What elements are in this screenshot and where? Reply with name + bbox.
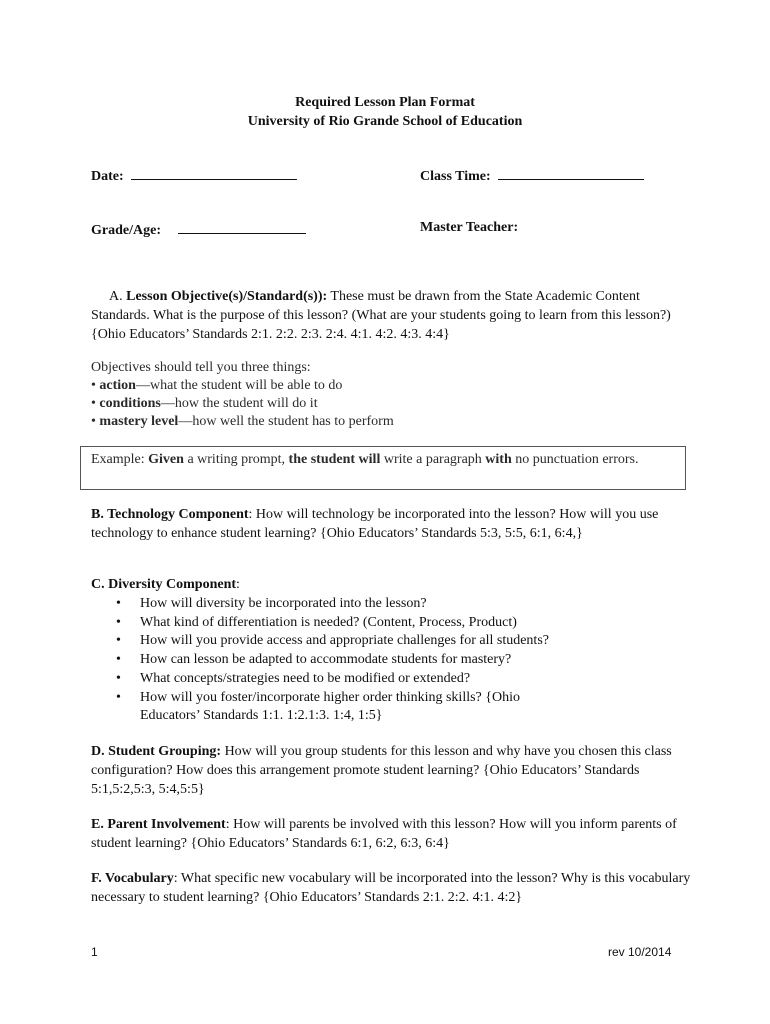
list-item: [112, 614, 692, 633]
list-item: [112, 632, 692, 651]
objective-desc: —how the student will do it: [160, 396, 318, 411]
list-item-text: How will diversity be incorporated into the lesson?: [140, 596, 427, 611]
example-prefix: Example:: [91, 452, 149, 467]
list-item-text: How can lesson be adapted to accommodate students for mastery?: [140, 652, 512, 668]
date-blank[interactable]: [131, 166, 297, 180]
list-item-text: How will you foster/incorporate higher order thinking skills? {Ohio Educators’ Standards 1:1. 1:2.1:3. 1:4, 1:5}: [140, 689, 520, 724]
section-a: A. Lesson Objective(s)/Standard(s)): These must be drawn from the State Academic Content Standards. What is the purpose of this lesson? (What are your students going to learn from this lesson?) {Ohio Educators’ Standards 2:1. 2:2. 2:3. 2:4. 4:1. 4:2. 4:3. 4:4}: [91, 289, 671, 342]
section-e-heading: E. Parent Involvement: [91, 817, 226, 832]
page-number: 1: [91, 945, 98, 959]
class-time-field: [420, 166, 644, 185]
objective-desc: —what the student will be able to do: [135, 378, 343, 393]
section-d-heading: D. Student Grouping:: [91, 744, 222, 759]
objective-desc: —how well the student has to perform: [178, 414, 394, 429]
objective-item-action: • action—what the student will be able to do: [91, 378, 343, 393]
date-field: [91, 166, 297, 185]
list-item: [112, 689, 692, 726]
section-b-body: : How will technology be incorporated into the lesson? How will you use technology to enhance student learning? {Ohio Educators’ Standards 5:3, 5:5, 6:1, 6:4,}: [91, 507, 659, 541]
section-e: [91, 815, 691, 853]
objectives-intro: Objectives should tell you three things:: [91, 360, 311, 375]
document-title: Required Lesson Plan Format: [295, 95, 475, 110]
example-student: the student will: [288, 452, 381, 467]
grade-age-field: [91, 220, 306, 239]
objective-item-conditions: • conditions—how the student will do it: [91, 396, 318, 411]
section-c-heading-line: [91, 577, 240, 593]
example-part: no punctuation errors.: [511, 452, 639, 467]
objective-term: conditions: [99, 396, 161, 411]
section-e-body: : How will parents be involved with this lesson? How will you inform parents of student learning? {Ohio Educators’ Standards 6:1, 6:2, 6:3, 6:4}: [91, 817, 677, 851]
bullet-icon: •: [116, 596, 121, 611]
bullet-icon: •: [116, 670, 121, 686]
section-f-body: : What specific new vocabulary will be incorporated into the lesson? Why is this vocabulary necessary to student learning? {Ohio Educators’ Standards 2:1. 2:2. 4:1. 4:2}: [91, 871, 691, 905]
objective-item-mastery: • mastery level—how well the student has to perform: [91, 414, 394, 429]
section-f: [91, 869, 691, 907]
bullet-icon: •: [116, 652, 121, 668]
example-given: Given: [148, 452, 184, 467]
list-item-text: What kind of differentiation is needed? (Content, Process, Product): [140, 614, 517, 630]
section-f-heading: F. Vocabulary: [91, 871, 174, 886]
grade-age-blank[interactable]: [178, 220, 306, 234]
section-d-body: How will you group students for this lesson and why have you chosen this class configuration? How does this arrangement promote student learning? {Ohio Educators’ Standards 5:1,5:2,5:3, 5:4,5:5}: [91, 744, 672, 797]
section-a-letter: A: [109, 289, 120, 304]
example-part: a writing prompt,: [183, 452, 289, 467]
section-c-heading: C. Diversity Component: [91, 577, 237, 592]
document-subtitle: University of Rio Grande School of Education: [247, 114, 523, 129]
list-item: [112, 670, 692, 689]
example-text: [91, 450, 651, 469]
grade-age-label: Grade/Age:: [91, 223, 161, 238]
revision-date: rev 10/2014: [608, 945, 672, 959]
objective-term: mastery level: [99, 414, 179, 429]
list-item-text: How will you provide access and appropriate challenges for all students?: [140, 633, 549, 649]
example-part: write a paragraph: [380, 452, 486, 467]
class-time-blank[interactable]: [498, 166, 644, 180]
section-a-heading: Lesson Objective(s)/Standard(s)):: [126, 289, 328, 304]
objective-term: action: [99, 378, 136, 393]
list-item: [112, 651, 692, 670]
bullet-icon: •: [116, 614, 121, 630]
section-d: [91, 742, 691, 799]
diversity-list: [112, 595, 692, 726]
bullet-icon: •: [116, 633, 121, 649]
example-with: with: [485, 452, 512, 467]
section-c-colon: :: [236, 577, 240, 592]
master-teacher-label: Master Teacher:: [420, 220, 519, 235]
class-time-label: Class Time:: [420, 169, 491, 184]
date-label: Date:: [91, 169, 124, 184]
list-item-text: What concepts/strategies need to be modified or extended?: [140, 670, 471, 686]
bullet-icon: •: [116, 689, 121, 705]
section-b: [91, 505, 691, 543]
section-a-body: These must be drawn from the State Academic Content Standards. What is the purpose of this lesson? (What are your students going to learn from this lesson?) {Ohio Educators’ Standards 2:1. 2:2. 2:3. 2:4. 4:1. 4:2. 4:3. 4:4}: [91, 289, 671, 342]
section-b-heading: B. Technology Component: [91, 507, 249, 522]
list-item: [112, 595, 692, 614]
